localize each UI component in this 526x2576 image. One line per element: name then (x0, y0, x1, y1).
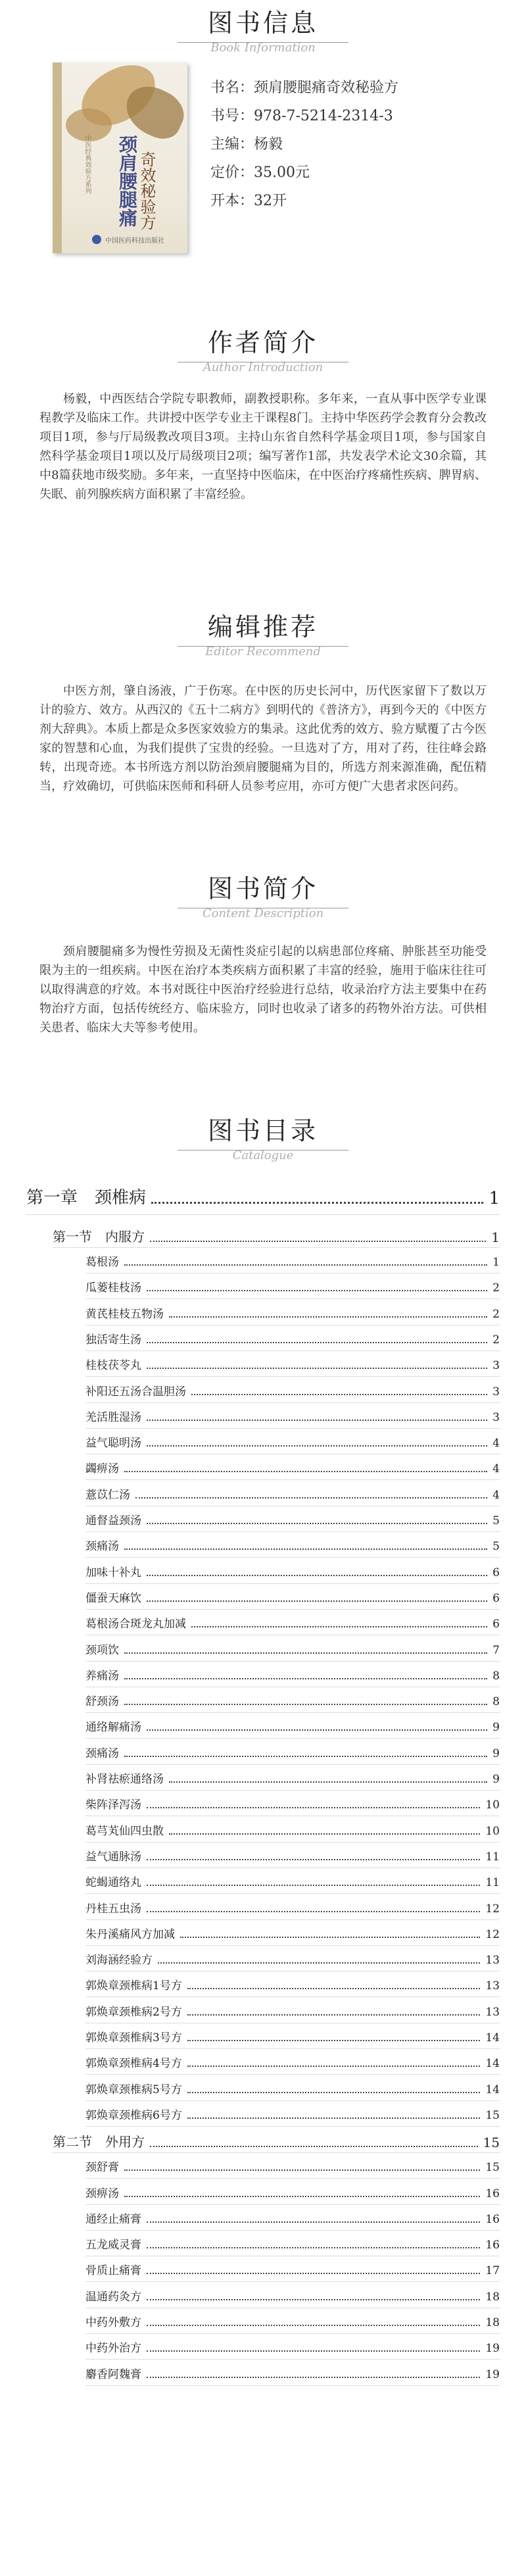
book-info-rule (178, 42, 348, 43)
catalogue-title: 图书目录 (207, 1116, 318, 1145)
toc-section-label: 第二节 外用方 (53, 2134, 145, 2150)
toc-leader (147, 1290, 487, 1291)
toc-entry-label: 刘海涵经验方 (85, 1954, 153, 1968)
toc-entry[interactable] (85, 1873, 500, 1889)
toc-entry[interactable] (85, 2339, 500, 2355)
toc-entry[interactable] (85, 1950, 500, 1967)
toc-divider (85, 2281, 500, 2282)
toc-entry-page: 4 (492, 1437, 500, 1450)
toc-entry[interactable] (85, 2210, 500, 2226)
author-title: 作者简介 (207, 328, 318, 357)
toc-entry-label: 蛇蝎通络丸 (85, 1876, 141, 1890)
toc-entry-page: 8 (492, 1669, 500, 1683)
toc-entry-label: 葛根汤合斑龙丸加减 (85, 1618, 186, 1631)
toc-section[interactable] (53, 1226, 500, 1245)
toc-entry-label: 郭焕章颈椎病5号方 (85, 2083, 182, 2096)
toc-leader (147, 1368, 487, 1369)
toc-entry-page: 2 (492, 1307, 500, 1321)
toc-divider (85, 2204, 500, 2205)
toc-entry-label: 郭焕章颈椎病6号方 (85, 2108, 182, 2122)
toc-entry-label: 颈项饮 (85, 1643, 119, 1657)
toc-entry[interactable] (85, 1278, 500, 1295)
info-value: 978-7-5214-2314-3 (254, 107, 393, 124)
toc-leader (147, 2325, 480, 2326)
toc-entry-label: 颈痹汤 (85, 2187, 119, 2200)
toc-entry-label: 郭焕章颈椎病1号方 (85, 1979, 182, 1993)
toc-leader (147, 1807, 480, 1808)
toc-leader (150, 2146, 478, 2147)
toc-entry[interactable] (85, 1356, 500, 1372)
toc-entry[interactable] (85, 1718, 500, 1734)
cover-title: 颈肩腰腿痛 (116, 135, 138, 227)
toc-leader (147, 1885, 480, 1886)
toc-section[interactable] (53, 2131, 500, 2150)
toc-section-page: 1 (491, 1229, 500, 1245)
info-value: 32开 (254, 192, 287, 209)
toc-leader (124, 1471, 487, 1472)
toc-divider (85, 1764, 500, 1765)
toc-divider (85, 2230, 500, 2231)
toc-entry-label: 通经止痛膏 (85, 2212, 141, 2226)
toc-entry-page: 14 (485, 2057, 500, 2071)
catalogue-rule (178, 1150, 348, 1151)
toc-entry[interactable] (85, 2287, 500, 2304)
toc-entry[interactable] (85, 1330, 500, 1347)
toc-entry-page: 19 (485, 2342, 500, 2356)
toc-entry-label: 葛根汤 (85, 1256, 119, 1269)
toc-leader (187, 1988, 481, 1989)
toc-entry-page: 9 (492, 1721, 500, 1735)
toc-entry-page: 12 (485, 1902, 500, 1916)
info-row-format (210, 187, 398, 215)
toc-entry-label: 桂枝茯苓丸 (85, 1359, 141, 1373)
toc-entry-page: 2 (492, 1281, 500, 1295)
catalogue-header (0, 1116, 526, 1163)
toc-entry-label: 蠲痹汤 (85, 1462, 119, 1476)
info-row-isbn (210, 102, 398, 130)
toc-entry-page: 10 (485, 1824, 500, 1838)
toc-entry[interactable] (85, 2235, 500, 2252)
toc-leader (191, 1394, 487, 1395)
toc-entry-page: 15 (485, 2161, 500, 2175)
toc-entry-page: 7 (492, 1643, 500, 1657)
toc-entry-page: 18 (485, 2290, 500, 2304)
toc-divider (85, 1428, 500, 1429)
info-label: 定价： (210, 164, 254, 181)
toc-entry[interactable] (85, 1485, 500, 1502)
toc-entry-page: 1 (492, 1256, 500, 1269)
toc-entry[interactable] (85, 2080, 500, 2096)
toc-leader (147, 1575, 487, 1576)
toc-leader (124, 1678, 487, 1679)
toc-entry-page: 3 (492, 1410, 500, 1424)
toc-divider (85, 1273, 500, 1274)
editor-rule (178, 646, 348, 647)
book-info-subtitle: Book Information (210, 41, 316, 55)
toc-entry[interactable] (85, 1925, 500, 1941)
toc-leader (147, 2221, 480, 2223)
toc-entry-label: 颈痛汤 (85, 1540, 119, 1554)
toc-entry-label: 加味十补丸 (85, 1566, 141, 1579)
toc-leader (124, 2196, 480, 2197)
toc-entry-label: 舒颈汤 (85, 1695, 119, 1709)
toc-divider (85, 2178, 500, 2179)
toc-entry-label: 通络解痛汤 (85, 1721, 141, 1735)
author-subtitle: Author Introduction (203, 360, 323, 374)
toc-section-label: 第一节 内服方 (53, 1229, 145, 1245)
toc-entry[interactable] (85, 1976, 500, 1993)
toc-entry[interactable] (85, 1692, 500, 1708)
publisher-logo-icon (92, 235, 101, 244)
toc-entry[interactable] (85, 2106, 500, 2122)
toc-entry-label: 郭焕章颈椎病3号方 (85, 2031, 182, 2044)
book-info-list (210, 74, 398, 215)
toc-entry-label: 益气聪明汤 (85, 1437, 141, 1450)
toc-divider (85, 1609, 500, 1610)
toc-divider (85, 1402, 500, 1403)
toc-entry[interactable] (85, 2158, 500, 2174)
toc-entry-page: 18 (485, 2316, 500, 2329)
toc-leader (191, 1626, 487, 1627)
toc-leader (147, 2247, 480, 2248)
toc-entry-page: 8 (492, 1695, 500, 1709)
toc-leader (147, 2299, 480, 2300)
toc-leader (147, 2273, 480, 2274)
toc-entry[interactable] (85, 1252, 500, 1269)
toc-entry-page: 5 (492, 1514, 500, 1527)
toc-entry[interactable] (85, 2028, 500, 2044)
toc-leader (147, 1342, 487, 1343)
toc-chapter[interactable] (26, 1184, 500, 1208)
toc-leader (147, 1600, 487, 1602)
toc-leader (124, 1756, 487, 1757)
toc-divider (26, 1214, 500, 1215)
toc-leader (169, 1781, 487, 1783)
toc-entry-page: 3 (492, 1359, 500, 1373)
info-label: 书号： (210, 107, 254, 124)
toc-entry-page: 13 (485, 1954, 500, 1968)
toc-divider (85, 2048, 500, 2049)
toc-divider (85, 2074, 500, 2075)
toc-entry-page: 6 (492, 1566, 500, 1579)
toc-entry-label: 颈痛汤 (85, 1746, 119, 1760)
toc-leader (124, 2169, 480, 2171)
toc-entry-label: 骨质止痛膏 (85, 2264, 141, 2278)
toc-entry[interactable] (85, 1744, 500, 1760)
toc-entry-page: 16 (485, 2187, 500, 2200)
cover-spine (53, 62, 62, 253)
toc-divider (85, 1557, 500, 1558)
toc-entry-page: 19 (485, 2367, 500, 2381)
toc-entry-label: 黄芪桂枝五物汤 (85, 1307, 164, 1321)
toc-entry[interactable] (85, 1666, 500, 1683)
toc-entry[interactable] (85, 1304, 500, 1321)
toc-entry[interactable] (85, 1899, 500, 1916)
toc-entry[interactable] (85, 1821, 500, 1838)
toc-entry[interactable] (85, 1459, 500, 1475)
toc-divider (85, 2100, 500, 2101)
toc-divider (53, 1247, 500, 1248)
toc-entry-page: 13 (485, 1979, 500, 1993)
toc-entry-page: 15 (485, 2108, 500, 2122)
content-text: 颈肩腰腿痛多为慢性劳损及无菌性炎症引起的以病患部位疼痛、肿胀甚至功能受限为主的一组疾病。中医在治疗本类疾病方面积累了丰富的经验，施用于临床往往可以取得满意的疗效。本书对既往中医治疗经验进行总结，收录治疗方法主要集中在药物治疗方面，包括传统经方、临床验方，同时也收录了诸多的药物外治方法。可供相关患者、临床大夫等参考使用。 (39, 945, 487, 1035)
toc-entry[interactable] (85, 2365, 500, 2381)
toc-leader (124, 1548, 487, 1550)
toc-entry-page: 11 (485, 1850, 500, 1864)
info-value: 颈肩腰腿痛奇效秘验方 (254, 79, 399, 96)
toc-entry-page: 2 (492, 1333, 500, 1347)
toc-entry-page: 5 (492, 1540, 500, 1554)
toc-divider (85, 1842, 500, 1843)
toc-leader (147, 1911, 480, 1912)
toc-divider (85, 1583, 500, 1584)
toc-entry-page: 17 (485, 2264, 500, 2278)
toc-entry[interactable] (85, 2313, 500, 2329)
toc-entry-page: 4 (492, 1462, 500, 1476)
toc-entry-label: 独活寄生汤 (85, 1333, 141, 1347)
toc-entry-label: 颈舒膏 (85, 2161, 119, 2175)
toc-divider (85, 2359, 500, 2360)
info-label: 主编： (210, 136, 254, 153)
content-title: 图书简介 (207, 874, 318, 903)
toc-leader (187, 2014, 481, 2016)
toc-leader (147, 2350, 480, 2352)
toc-entry-label: 郭焕章颈椎病4号方 (85, 2057, 182, 2071)
toc-leader (187, 2040, 481, 2041)
book-info-header (0, 8, 526, 55)
toc-divider (85, 1738, 500, 1739)
toc-leader (124, 1264, 487, 1266)
toc-divider (85, 1790, 500, 1791)
toc-entry-label: 瓜蒌桂枝汤 (85, 1281, 141, 1295)
toc-entry-label: 丹桂五虫汤 (85, 1902, 141, 1916)
info-row-price (210, 159, 398, 187)
toc-entry-page: 11 (485, 1876, 500, 1890)
editor-subtitle: Editor Recommend (205, 645, 321, 658)
toc-entry[interactable] (85, 2184, 500, 2200)
toc-entry-page: 6 (492, 1618, 500, 1631)
toc-entry-label: 郭焕章颈椎病2号方 (85, 2005, 182, 2019)
toc-entry[interactable] (85, 2261, 500, 2277)
toc-leader (151, 1202, 483, 1204)
toc-entry-page: 9 (492, 1773, 500, 1786)
toc-leader (169, 1316, 487, 1318)
toc-divider (85, 1531, 500, 1532)
info-row-editor (210, 130, 398, 159)
toc-divider (85, 1945, 500, 1946)
info-label: 书名： (210, 79, 254, 96)
editor-header (0, 612, 526, 659)
toc-leader (150, 1241, 486, 1242)
toc-divider (85, 1893, 500, 1894)
info-label: 开本： (210, 192, 254, 209)
toc-entry-label: 中药外敷方 (85, 2316, 141, 2329)
info-value: 35.00元 (254, 164, 310, 181)
toc-entry[interactable] (85, 1847, 500, 1864)
info-value: 杨毅 (254, 136, 283, 153)
cover-series-text: 中医经典效验方系列 (84, 135, 91, 194)
toc-entry-label: 养痛汤 (85, 1669, 119, 1683)
editor-title: 编辑推荐 (207, 612, 318, 641)
toc-entry[interactable] (85, 1382, 500, 1399)
editor-text: 中医方剂，肇自汤液，广于伤寒。在中医的历史长河中，历代医家留下了数以万计的验方、效方。从西汉的《五十二病方》到明代的《普济方》，再到今天的《中医方剂大辞典》。本质上都是众多医家效验方的集录。这此优秀的效方、验方赋覆了古今医家的智慧和心血，为我们提供了宝贵的经验。一旦选对了方，用对了药，往往峰会路转，出现奇迹。本书所选方剂以防治颈肩腰腿痛为目的，所选方剂来源准确，配伍精当，疗效确切，可供临床医师和科研人员参考应用，亦可方便广大患者求医问药。 (39, 684, 487, 793)
toc-entry-page: 10 (485, 1798, 500, 1812)
toc-divider (85, 1479, 500, 1480)
toc-entry-page: 16 (485, 2212, 500, 2226)
toc-divider (85, 2385, 500, 2386)
toc-divider (85, 2126, 500, 2127)
book-info-title: 图书信息 (207, 9, 318, 37)
toc-leader (187, 2066, 481, 2067)
toc-leader (147, 2377, 480, 2378)
toc-leader (124, 1652, 487, 1654)
toc-divider (53, 2152, 500, 2153)
toc-entry-page: 3 (492, 1385, 500, 1399)
toc-entry[interactable] (85, 1511, 500, 1527)
info-row-title (210, 74, 398, 102)
toc-entry[interactable] (85, 2002, 500, 2019)
catalogue-subtitle: Catalogue (232, 1149, 294, 1162)
author-header (0, 328, 526, 375)
toc-divider (85, 1996, 500, 1997)
toc-entry-label: 柴阵泽泻汤 (85, 1798, 141, 1812)
toc-entry[interactable] (85, 1641, 500, 1657)
toc-divider (85, 1712, 500, 1713)
toc-entry-page: 14 (485, 2031, 500, 2044)
toc-entry[interactable] (85, 1795, 500, 1812)
toc-entry-page: 4 (492, 1488, 500, 1502)
toc-divider (85, 1376, 500, 1377)
toc-entry-label: 葛芎芄仙四虫散 (85, 1824, 164, 1838)
toc-leader (147, 1729, 487, 1731)
toc-section-page: 15 (483, 2135, 500, 2151)
toc-entry[interactable] (85, 1433, 500, 1450)
toc-divider (85, 1350, 500, 1351)
toc-leader (147, 1523, 487, 1524)
toc-leader (169, 1833, 480, 1835)
toc-chapter-label: 第一章 颈椎病 (26, 1188, 147, 1208)
toc-entry-page: 13 (485, 2005, 500, 2019)
toc-leader (147, 1445, 487, 1447)
toc-entry[interactable] (85, 1614, 500, 1631)
toc-leader (135, 1497, 487, 1499)
toc-entry-page: 14 (485, 2083, 500, 2096)
toc-entry[interactable] (85, 2054, 500, 2070)
toc-entry[interactable] (85, 1770, 500, 1786)
toc-entry-label: 补肾祛瘀通络汤 (85, 1773, 164, 1786)
cover-publisher: 中国医药科技出版社 (105, 237, 164, 245)
toc-entry-page: 12 (485, 1927, 500, 1941)
toc-leader (147, 1420, 487, 1421)
toc-leader (180, 1937, 480, 1938)
toc-entry[interactable] (85, 1589, 500, 1605)
toc-divider (85, 1661, 500, 1662)
toc-entry-label: 通督益颈汤 (85, 1514, 141, 1527)
toc-entry-label: 补阳还五汤合温胆汤 (85, 1385, 186, 1399)
toc-entry-page: 16 (485, 2239, 500, 2252)
toc-entry-label: 温通药灸方 (85, 2290, 141, 2304)
toc-entry-page: 6 (492, 1591, 500, 1605)
toc-entry[interactable] (85, 1563, 500, 1579)
book-cover (53, 62, 187, 253)
toc-entry[interactable] (85, 1408, 500, 1424)
toc-entry-page: 9 (492, 1746, 500, 1760)
cover-subtitle: 奇效秘验方 (137, 151, 156, 230)
toc-leader (124, 1704, 487, 1705)
toc-divider (85, 2333, 500, 2334)
toc-entry-label: 朱丹溪痛风方加减 (85, 1927, 175, 1941)
toc-chapter-page: 1 (489, 1189, 500, 1208)
content-header (0, 874, 526, 921)
toc-entry[interactable] (85, 1537, 500, 1553)
toc-entry-label: 中药外治方 (85, 2342, 141, 2356)
toc-entry-label: 薏苡仁汤 (85, 1488, 130, 1502)
toc-leader (187, 2118, 481, 2119)
author-text: 杨毅，中西医结合学院专职教师，副教授职称。多年来，一直从事中医学专业课程教学及临床工作。共讲授中医学专业主干课程8门。主持中华医药学会教育分会教改项目1项，参与厅局级教改项目3项。主持山东省自然科学基金项目1项，参与国家自然科学基金项目1项以及厅局级项目2项；编写著作1部，共发表学术论文30余篇，其中8篇获地市级奖励。多年来，一直坚持中医临床，在中医治疗疼痛性疾病、脾胃病、失眠、前列腺疾病方面积累了丰富经验。 (39, 392, 487, 501)
toc-entry-label: 僵蚕天麻饮 (85, 1591, 141, 1605)
toc-entry-label: 益气通脉汤 (85, 1850, 141, 1864)
toc-entry-label: 麝香阿魏膏 (85, 2367, 141, 2381)
content-subtitle: Content Description (202, 906, 324, 920)
toc-leader (147, 1859, 480, 1860)
toc-leader (158, 1962, 480, 1964)
toc-entry-label: 五龙威灵膏 (85, 2239, 141, 2252)
toc-leader (187, 2092, 481, 2093)
toc-entry-label: 羌活胜湿汤 (85, 1410, 141, 1424)
